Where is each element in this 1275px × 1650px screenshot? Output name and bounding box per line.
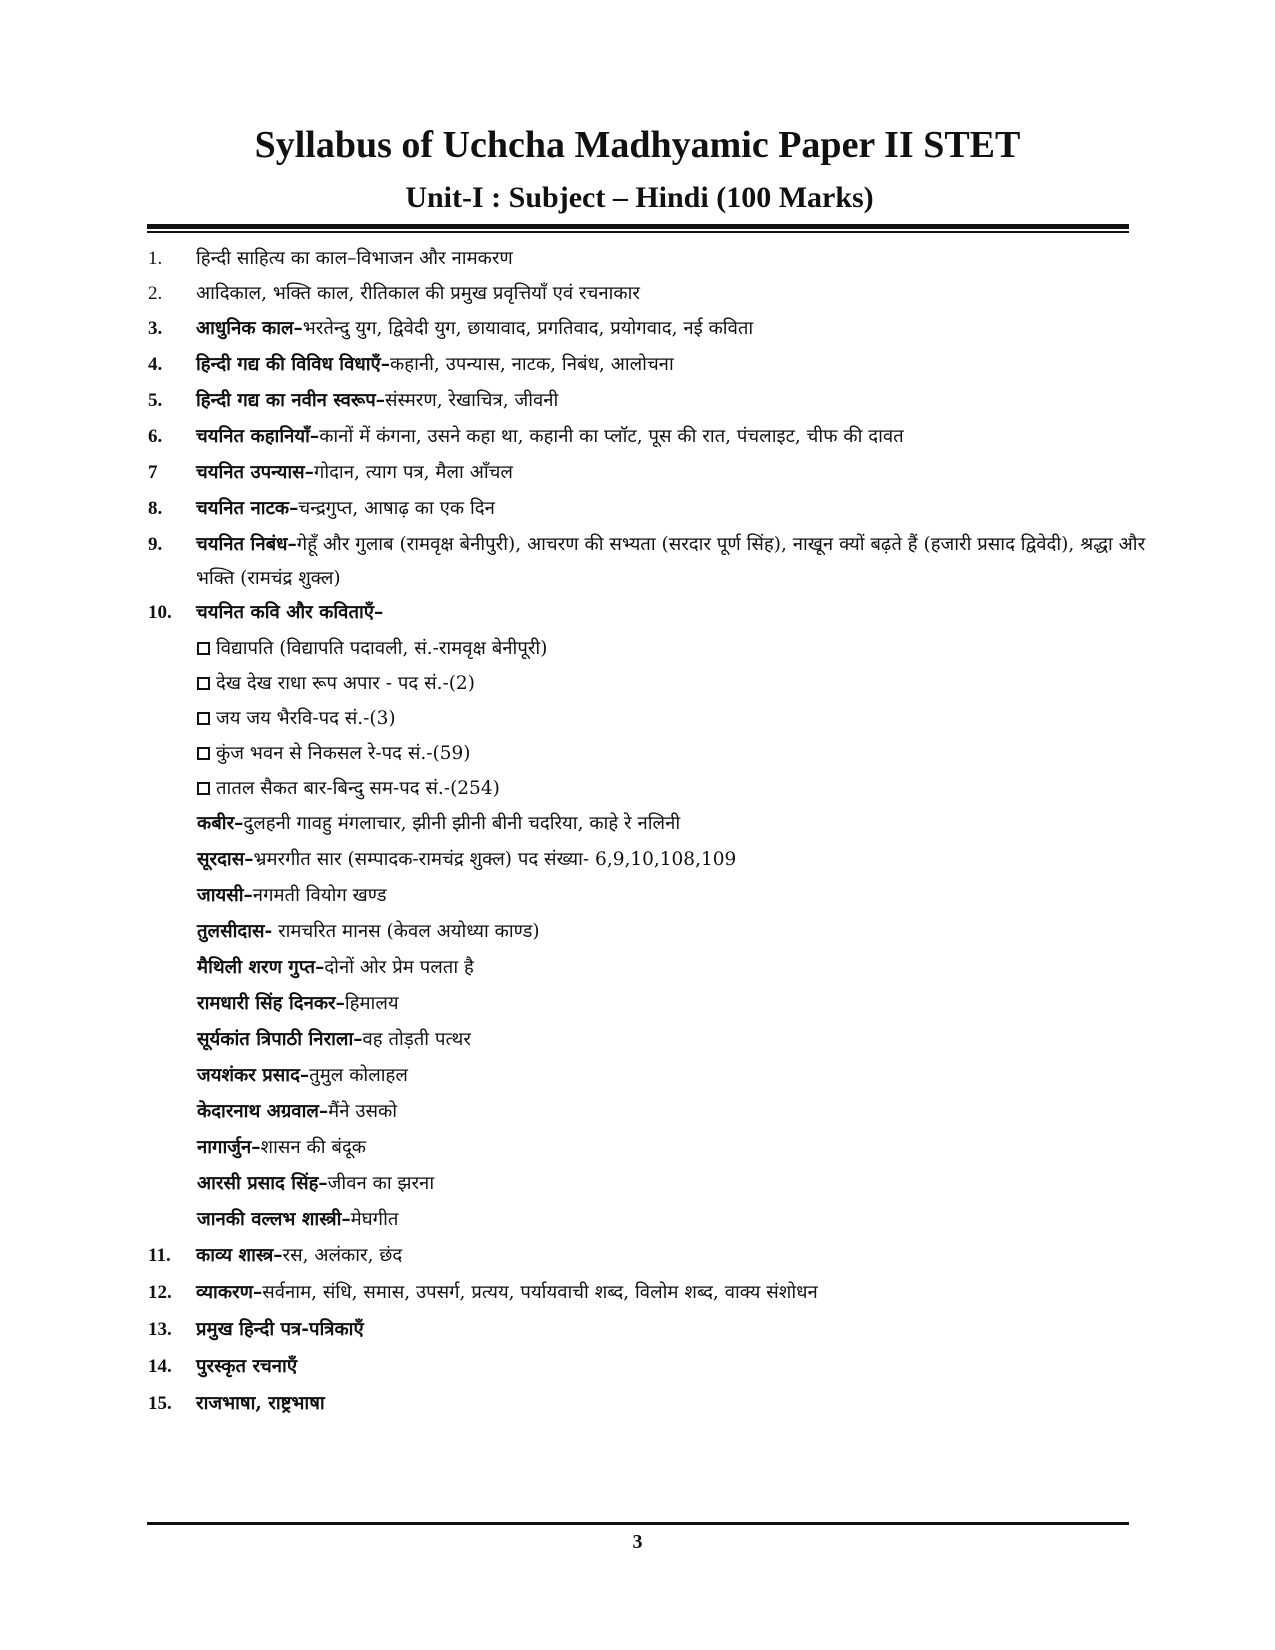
page-title: Syllabus of Uchcha Madhyamic Paper II STET bbox=[254, 124, 1021, 166]
poet-works: तुमुल कोलाहल bbox=[309, 1065, 408, 1086]
item-text-wrap bbox=[196, 384, 558, 418]
item-number: 9. bbox=[148, 534, 163, 555]
item-label: व्याकरण– bbox=[196, 1282, 263, 1303]
poet-name: मैथिली शरण गुप्त– bbox=[197, 957, 325, 978]
poet-works: हिमालय bbox=[344, 993, 399, 1014]
item-number: 10. bbox=[148, 602, 172, 623]
page-number: 3 bbox=[632, 1531, 643, 1553]
item-text-wrap bbox=[196, 596, 383, 630]
item-text: गेहूँ और गुलाब (रामवृक्ष बेनीपुरी), आचरण की सभ्यता (सरदार पूर्ण सिंह), नाखून क्यों बढ़ते हैं (हजारी प्रसाद द्विवेदी), श्रद्धा और भक्ति (रामचंद्र शुक्ल) bbox=[196, 534, 1146, 589]
sub-item: जय जय भैरवि-पद सं.-(3) bbox=[197, 702, 396, 736]
item-number: 7 bbox=[148, 462, 158, 483]
poet-item bbox=[197, 1023, 471, 1057]
item-number: 4. bbox=[148, 354, 163, 375]
poet-item bbox=[197, 1131, 366, 1165]
poet-name: सूरदास– bbox=[197, 849, 254, 870]
item-label: हिन्दी गद्य की विविध विधाएँ– bbox=[196, 354, 391, 375]
poet-name: कबीर– bbox=[197, 813, 244, 834]
poet-name: केदारनाथ अग्रवाल– bbox=[197, 1101, 329, 1122]
poet-works: नगमती वियोग खण्ड bbox=[252, 885, 387, 906]
poet-works: भ्रमरगीत सार (सम्पादक-रामचंद्र शुक्ल) पद संख्या- 6,9,10,108,109 bbox=[253, 849, 737, 870]
item-text: कानों में कंगना, उसने कहा था, कहानी का प्लॉट, पूस की रात, पंचलाइट, चीफ की दावत bbox=[319, 426, 904, 447]
poet-item bbox=[197, 915, 540, 949]
item-label: प्रमुख हिन्दी पत्र-पत्रिकाएँ bbox=[196, 1319, 364, 1340]
poet-item bbox=[197, 807, 680, 841]
item-text-wrap bbox=[196, 277, 640, 311]
item-text-wrap bbox=[196, 1350, 297, 1384]
poet-name: जयशंकर प्रसाद– bbox=[197, 1065, 310, 1086]
item-text: कहानी, उपन्यास, नाटक, निबंध, आलोचना bbox=[390, 354, 674, 375]
item-label: चयनित निबंध– bbox=[196, 534, 297, 555]
item-number: 1. bbox=[148, 248, 163, 269]
item-label: हिन्दी गद्य का नवीन स्वरूप– bbox=[196, 390, 386, 411]
item-text-wrap bbox=[196, 1387, 325, 1421]
item-number: 3. bbox=[148, 318, 163, 339]
item-text-wrap bbox=[196, 242, 513, 276]
sub-item: देख देख राधा रूप अपार - पद सं.-(2) bbox=[197, 667, 475, 701]
item-number: 6. bbox=[148, 426, 163, 447]
poet-name: जानकी वल्लभ शास्त्री– bbox=[197, 1209, 351, 1230]
poet-item bbox=[197, 1167, 434, 1201]
item-text: हिन्दी साहित्य का काल–विभाजन और नामकरण bbox=[196, 248, 513, 269]
poet-item bbox=[197, 987, 399, 1021]
poet-works: रामचरित मानस (केवल अयोध्या काण्ड) bbox=[272, 921, 540, 942]
item-text-wrap bbox=[196, 492, 495, 526]
item-label: चयनित कहानियाँ– bbox=[196, 426, 320, 447]
item-text-wrap bbox=[196, 348, 674, 382]
item-label: आधुनिक काल– bbox=[196, 318, 303, 339]
item-label: चयनित कवि और कविताएँ– bbox=[196, 602, 384, 623]
item-label: काव्य शास्त्र– bbox=[196, 1245, 283, 1266]
poet-name: रामधारी सिंह दिनकर– bbox=[197, 993, 345, 1014]
poet-works: मेघगीत bbox=[350, 1209, 399, 1230]
item-text: सर्वनाम, संधि, समास, उपसर्ग, प्रत्यय, पर्यायवाची शब्द, विलोम शब्द, वाक्य संशोधन bbox=[262, 1282, 818, 1303]
poet-works: दुलहनी गावहु मंगलाचार, झीनी झीनी बीनी चदरिया, काहे रे नलिनी bbox=[243, 813, 681, 834]
item-label: चयनित नाटक– bbox=[196, 498, 299, 519]
item-number: 12. bbox=[148, 1282, 172, 1303]
item-number: 5. bbox=[148, 390, 163, 411]
poet-works: दोनों ओर प्रेम पलता है bbox=[324, 957, 474, 978]
poet-item bbox=[197, 1059, 408, 1093]
sub-item: विद्यापति (विद्यापति पदावली, सं.-रामवृक्ष बेनीपूरी) bbox=[197, 632, 547, 666]
item-text-wrap bbox=[196, 528, 1176, 596]
poet-item bbox=[197, 843, 736, 877]
item-text-wrap bbox=[196, 312, 753, 346]
item-text: रस, अलंकार, छंद bbox=[282, 1245, 403, 1266]
item-text-wrap bbox=[196, 420, 904, 454]
item-number: 8. bbox=[148, 498, 163, 519]
item-text: संस्मरण, रेखाचित्र, जीवनी bbox=[385, 390, 559, 411]
sub-item: कुंज भवन से निकसल रे-पद सं.-(59) bbox=[197, 737, 470, 771]
poet-works: जीवन का झरना bbox=[327, 1173, 435, 1194]
item-text: गोदान, त्याग पत्र, मैला आँचल bbox=[313, 462, 513, 483]
item-text-wrap bbox=[196, 1239, 402, 1273]
sub-item: तातल सैकत बार-बिन्दु सम-पद सं.-(254) bbox=[197, 772, 500, 806]
poet-item bbox=[197, 1095, 397, 1129]
poet-item bbox=[197, 879, 386, 913]
poet-works: मैंने उसको bbox=[328, 1101, 398, 1122]
poet-name: नागार्जुन– bbox=[197, 1137, 261, 1158]
item-number: 11. bbox=[148, 1245, 171, 1266]
poet-name: आरसी प्रसाद सिंह– bbox=[197, 1173, 328, 1194]
poet-item bbox=[197, 1203, 398, 1237]
poet-name: तुलसीदास- bbox=[197, 921, 273, 942]
item-number: 14. bbox=[148, 1356, 172, 1377]
poet-works: शासन की बंदूक bbox=[260, 1137, 367, 1158]
item-text-wrap bbox=[196, 1313, 364, 1347]
poet-name: सूर्यकांत त्रिपाठी निराला– bbox=[197, 1029, 363, 1050]
item-text: आदिकाल, भक्ति काल, रीतिकाल की प्रमुख प्रवृत्तियाँ एवं रचनाकार bbox=[196, 283, 640, 304]
item-label: चयनित उपन्यास– bbox=[196, 462, 314, 483]
item-text-wrap bbox=[196, 456, 513, 490]
item-text-wrap bbox=[196, 1276, 818, 1310]
item-label: राजभाषा, राष्ट्रभाषा bbox=[196, 1393, 325, 1414]
item-text: भरतेन्दु युग, द्विवेदी युग, छायावाद, प्रगतिवाद, प्रयोगवाद, नई कविता bbox=[302, 318, 754, 339]
poet-item bbox=[197, 951, 474, 985]
footer-rule bbox=[147, 1522, 1129, 1525]
item-number: 13. bbox=[148, 1319, 172, 1340]
item-number: 2. bbox=[148, 283, 163, 304]
item-label: पुरस्कृत रचनाएँ bbox=[196, 1356, 298, 1377]
item-text: चन्द्रगुप्त, आषाढ़ का एक दिन bbox=[298, 498, 495, 519]
poet-works: वह तोड़ती पत्थर bbox=[362, 1029, 471, 1050]
page-subtitle: Unit-I : Subject – Hindi (100 Marks) bbox=[405, 181, 874, 214]
poet-name: जायसी– bbox=[197, 885, 253, 906]
item-number: 15. bbox=[148, 1393, 172, 1414]
